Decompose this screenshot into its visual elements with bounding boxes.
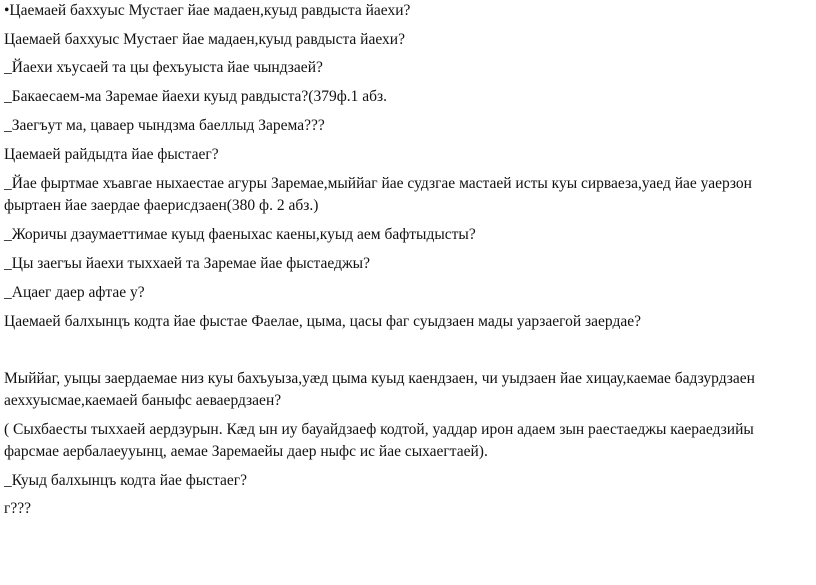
text-line-12: Цаемаей балхынцъ кодта йае фыстае Фаелае, цыма, цасы фаг суыдзаен мады уарзаегой заердае? [4,313,641,330]
text-line-14: аеххуысмае,каемаей баныфс аеваердзаен? [4,392,282,409]
text-line-11: _Ацаег даер афтае у? [4,284,145,301]
text-line-17: _Куыд балхынцъ кодта йае фыстаег? [4,472,248,489]
text-line-5: _Заегъут ма, цаваер чындзма баеллыд Зарема??? [4,117,325,134]
text-line-2: Цаемаей баххуыс Мустаег йае мадаен,куыд равдыста йаехи? [4,31,405,48]
text-line-16: фарсмае аербалаеууынц, аемае Заремаейы даер ныфс ис йае сыхаегтаей). [4,443,488,460]
text-line-3: _Йаехи хъусаей та цы фехъуыста йае чындзаей? [4,59,323,76]
text-line-15: ( Сыхбаесты тыххаей аердзурын. Кæд ын иу бауайдзаеф кодтой, уаддар ирон адаем зын раестаеджы каераедзийы [4,421,754,438]
text-line-9: _Жоричы дзаумаеттимае куыд фаеныхас каены,куыд аем бафтыдысты? [4,226,476,243]
text-line-13: Мыййаг, уыцы заердаемае низ куы бахъуыза,уæд цыма куыд каендзаен, чи уыдзаен йае хицау,каемае бадзурдзаен [4,370,755,387]
text-line-6: Цаемаей райдыдта йае фыстаег? [4,146,219,163]
text-line-7: _Йае фыртмае хъавгае ныхаестае агуры Заремае,мыййаг йае судзгае мастаей исты куы сирваеза,уаед йае уаерзон [4,175,752,192]
text-line-1: •Цаемаей баххуыс Мустаег йае мадаен,куыд равдыста йаехи? [4,2,411,19]
text-line-18: г??? [4,500,31,517]
text-line-4: _Бакаесаем-ма Заремае йаехи куыд равдыста?(379ф.1 абз. [4,88,388,105]
text-line-8: фыртаен йае заердае фаерисдзаен(380 ф. 2 абз.) [4,197,319,214]
text-line-10: _Цы заегъы йаехи тыххаей та Заремае йае фыстаеджы? [4,255,370,272]
